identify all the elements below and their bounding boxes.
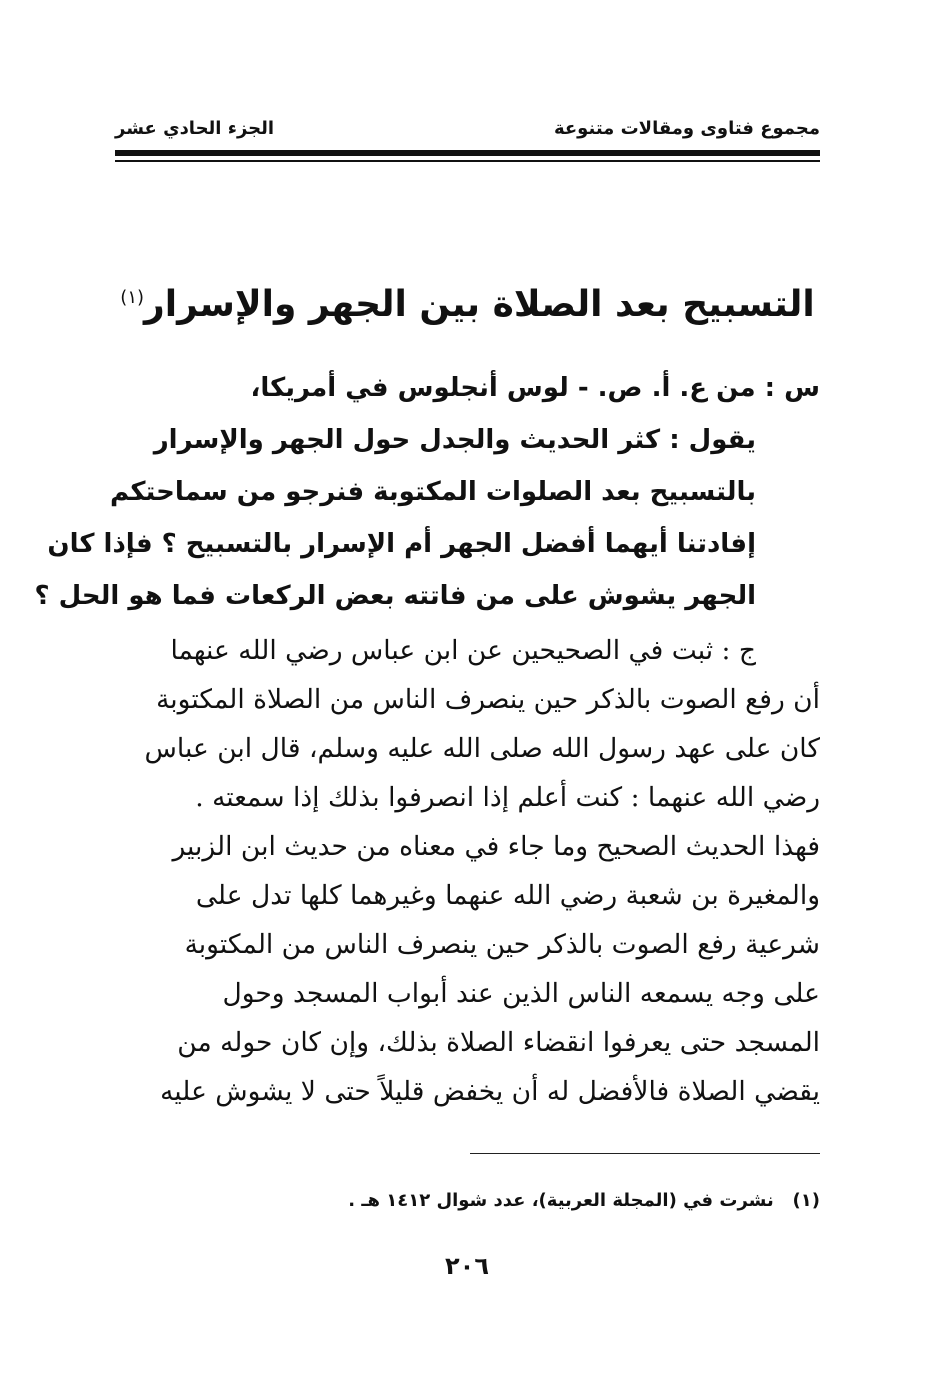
title-footnote-mark: (١) xyxy=(120,287,145,309)
answer-line: والمغيرة بن شعبة رضي الله عنهما وغيرهما كلها تدل على xyxy=(195,880,820,911)
volume-label: الجزء الحادي عشر xyxy=(115,117,275,139)
footnote-text: نشرت في (المجلة العربية)، عدد شوال ١٤١٢ هـ . xyxy=(348,1190,774,1211)
question-paragraph xyxy=(34,362,820,622)
footnote xyxy=(348,1190,820,1211)
question-line: يقول : كثر الحديث والجدل حول الجهر والإسرار xyxy=(153,425,756,455)
article-title-text: التسبيح بعد الصلاة بين الجهر والإسرار xyxy=(144,284,815,326)
answer-line: فهذا الحديث الصحيح وما جاء في معناه من حديث ابن الزبير xyxy=(172,831,820,862)
footnote-separator xyxy=(470,1153,820,1154)
header-rule-thin xyxy=(115,160,820,162)
answer-line: رضي الله عنهما : كنت أعلم إذا انصرفوا بذلك إذا سمعته . xyxy=(195,782,820,813)
book-title: مجموع فتاوى ومقالات متنوعة xyxy=(553,117,820,139)
running-header xyxy=(115,112,820,144)
question-line: الجهر يشوش على من فاتته بعض الركعات فما هو الحل ؟ xyxy=(34,581,756,611)
answer-line: على وجه يسمعه الناس الذين عند أبواب المسجد وحول xyxy=(222,978,820,1009)
answer-line: شرعية رفع الصوت بالذكر حين ينصرف الناس من المكتوبة xyxy=(184,929,820,960)
answer-line: ج : ثبت في الصحيحين عن ابن عباس رضي الله عنهما xyxy=(170,635,756,666)
answer-line: يقضي الصلاة فالأفضل له أن يخفض قليلاً حتى لا يشوش عليه xyxy=(160,1076,820,1107)
answer-line: المسجد حتى يعرفوا انقضاء الصلاة بذلك، وإن كان حوله من xyxy=(177,1027,820,1058)
header-rule-thick xyxy=(115,150,820,156)
question-line: إفادتنا أيهما أفضل الجهر أم الإسرار بالتسبيح ؟ فإذا كان xyxy=(47,529,756,559)
page-number: ٢٠٦ xyxy=(445,1252,489,1280)
question-line: س : من ع. أ. ص. - لوس أنجلوس في أمريكا، xyxy=(250,373,820,403)
answer-paragraph xyxy=(115,626,820,1116)
question-line: بالتسبيح بعد الصلوات المكتوبة فنرجو من سماحتكم xyxy=(110,477,756,507)
article-title xyxy=(115,270,820,333)
answer-line: أن رفع الصوت بالذكر حين ينصرف الناس من الصلاة المكتوبة xyxy=(156,684,820,715)
answer-line: كان على عهد رسول الله صلى الله عليه وسلم، قال ابن عباس xyxy=(144,733,820,764)
footnote-number: (١) xyxy=(792,1190,820,1211)
